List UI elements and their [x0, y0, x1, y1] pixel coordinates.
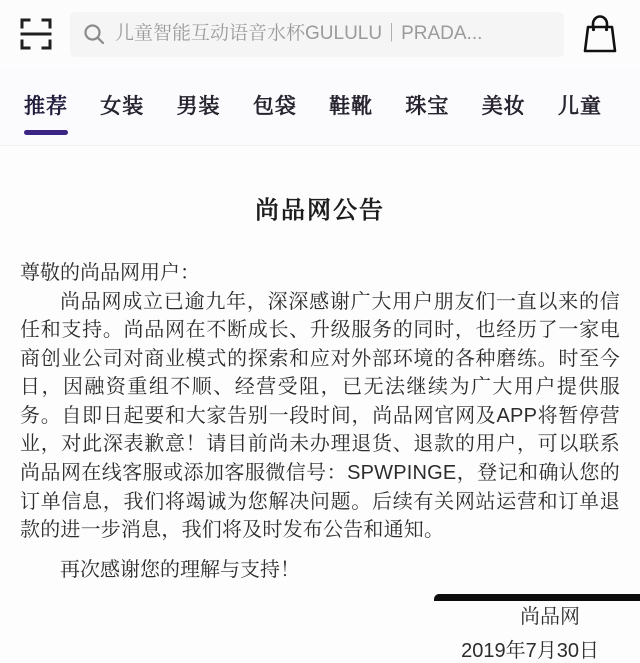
tab-kids[interactable] [556, 66, 604, 148]
tab-label: 女装 [100, 94, 145, 118]
tab-label: 男装 [176, 94, 221, 118]
search-input[interactable] [115, 23, 552, 45]
announcement-salutation: 尊敬的尚品网用户： [20, 262, 200, 284]
tab-label: 鞋靴 [329, 94, 374, 118]
announcement-body: 尚品网成立已逾九年，深深感谢广大用户朋友们一直以来的信任和支持。尚品网在不断成长、升级服务的同时，也经历了一家电商创业公司对商业模式的探索和应对外部环境的各种磨练。时至今日，因融资重组不顺、经营受阻，已无法继续为广大用户提供服务。自即日起要和大家告别一段时间，尚品网官网及APP将暂停营业，对此深表歉意！请目前尚未办理退货、退款的用户，可以联系尚品网在线客服或添加客服微信号：SPWPINGE，登记和确认您的订单信息，我们将竭诚为您解决问题。后续有关网站运营和订单退款的进一步消息，我们将及时发布公告和通知。 [20, 290, 620, 542]
category-tab-bar [0, 68, 640, 146]
tab-recommended[interactable] [22, 66, 70, 148]
cart-button[interactable] [580, 12, 620, 56]
announcement-date: 2019年7月30日 [461, 640, 599, 663]
active-tab-underline [24, 130, 68, 135]
scan-icon [19, 17, 53, 51]
tab-beauty[interactable] [480, 66, 528, 148]
shopping-bag-icon [581, 13, 619, 55]
tab-shoes[interactable] [327, 66, 375, 148]
tab-jewelry[interactable] [403, 66, 451, 148]
announcement-panel [0, 146, 640, 663]
announcement-signature: 尚品网 [520, 606, 580, 629]
top-bar [0, 0, 640, 68]
announcement-title: 尚品网公告 [255, 197, 385, 224]
bottom-cutoff-bar [434, 594, 640, 601]
tab-label: 珠宝 [405, 94, 450, 118]
tab-bags[interactable] [251, 66, 299, 148]
tab-label: 儿童 [557, 94, 602, 118]
tab-label: 美妆 [481, 94, 526, 118]
search-bar[interactable] [70, 12, 564, 57]
tab-label: 包袋 [252, 94, 297, 118]
announcement-closing: 再次感谢您的理解与支持！ [60, 558, 300, 581]
tab-label: 推荐 [24, 94, 68, 118]
tab-mens-wear[interactable] [175, 66, 223, 148]
search-icon [82, 22, 106, 46]
scan-button[interactable] [18, 16, 54, 52]
tab-womens-wear[interactable] [98, 66, 146, 148]
